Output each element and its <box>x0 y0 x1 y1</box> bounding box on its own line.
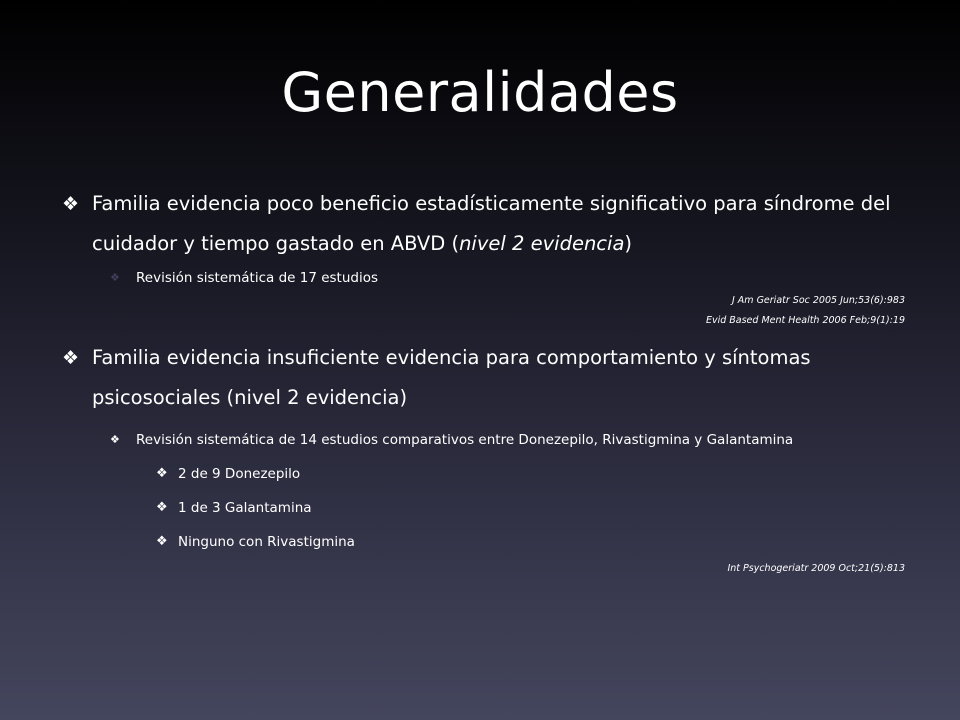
bullet-icon: ❖ <box>62 193 80 215</box>
sub-bullet-item-1 <box>60 268 920 288</box>
sub-sub-bullet-1-text: 2 de 9 Donezepilo <box>178 466 301 482</box>
sub-sub-bullet-item-2 <box>60 498 920 518</box>
bullet-item-2 <box>60 338 920 418</box>
citation-2: Evid Based Ment Health 2006 Feb;9(1):19 <box>705 315 905 326</box>
sub-sub-bullet-icon: ❖ <box>156 466 168 481</box>
bullet-1-text-end: ) <box>624 232 632 255</box>
sub-sub-bullet-icon: ❖ <box>156 500 168 515</box>
citation-1: J Am Geriatr Soc 2005 Jun;53(6):983 <box>731 295 905 306</box>
citation-3: Int Psychogeriatr 2009 Oct;21(5):813 <box>727 563 905 574</box>
bullet-icon: ❖ <box>62 347 80 369</box>
sub-sub-bullet-3-text: Ninguno con Rivastigmina <box>178 534 355 550</box>
sub-bullet-icon: ❖ <box>110 433 120 446</box>
sub-sub-bullet-icon: ❖ <box>156 534 168 549</box>
bullet-1-text: Familia evidencia poco beneficio estadísticamente significativo para síndrome del cuidador y tiempo gastado en ABVD ( <box>92 192 891 255</box>
slide-content <box>60 184 920 576</box>
sub-bullet-1-text: Revisión sistemática de 17 estudios <box>136 270 379 286</box>
sub-sub-bullet-2-text: 1 de 3 Galantamina <box>178 500 312 516</box>
bullet-1-emphasis: nivel 2 evidencia <box>459 232 625 255</box>
sub-bullet-icon: ❖ <box>110 271 120 284</box>
slide-title: Generalidades <box>281 61 679 124</box>
bullet-item-1 <box>60 184 920 264</box>
sub-bullet-item-2 <box>60 430 920 450</box>
sub-sub-bullet-item-3 <box>60 532 920 552</box>
sub-sub-bullet-item-1 <box>60 464 920 484</box>
bullet-2-text: Familia evidencia insuficiente evidencia para comportamiento y síntomas psicosociales (nivel 2 evidencia) <box>92 346 811 409</box>
sub-bullet-2-text: Revisión sistemática de 14 estudios comparativos entre Donezepilo, Rivastigmina y Galantamina <box>136 432 794 448</box>
